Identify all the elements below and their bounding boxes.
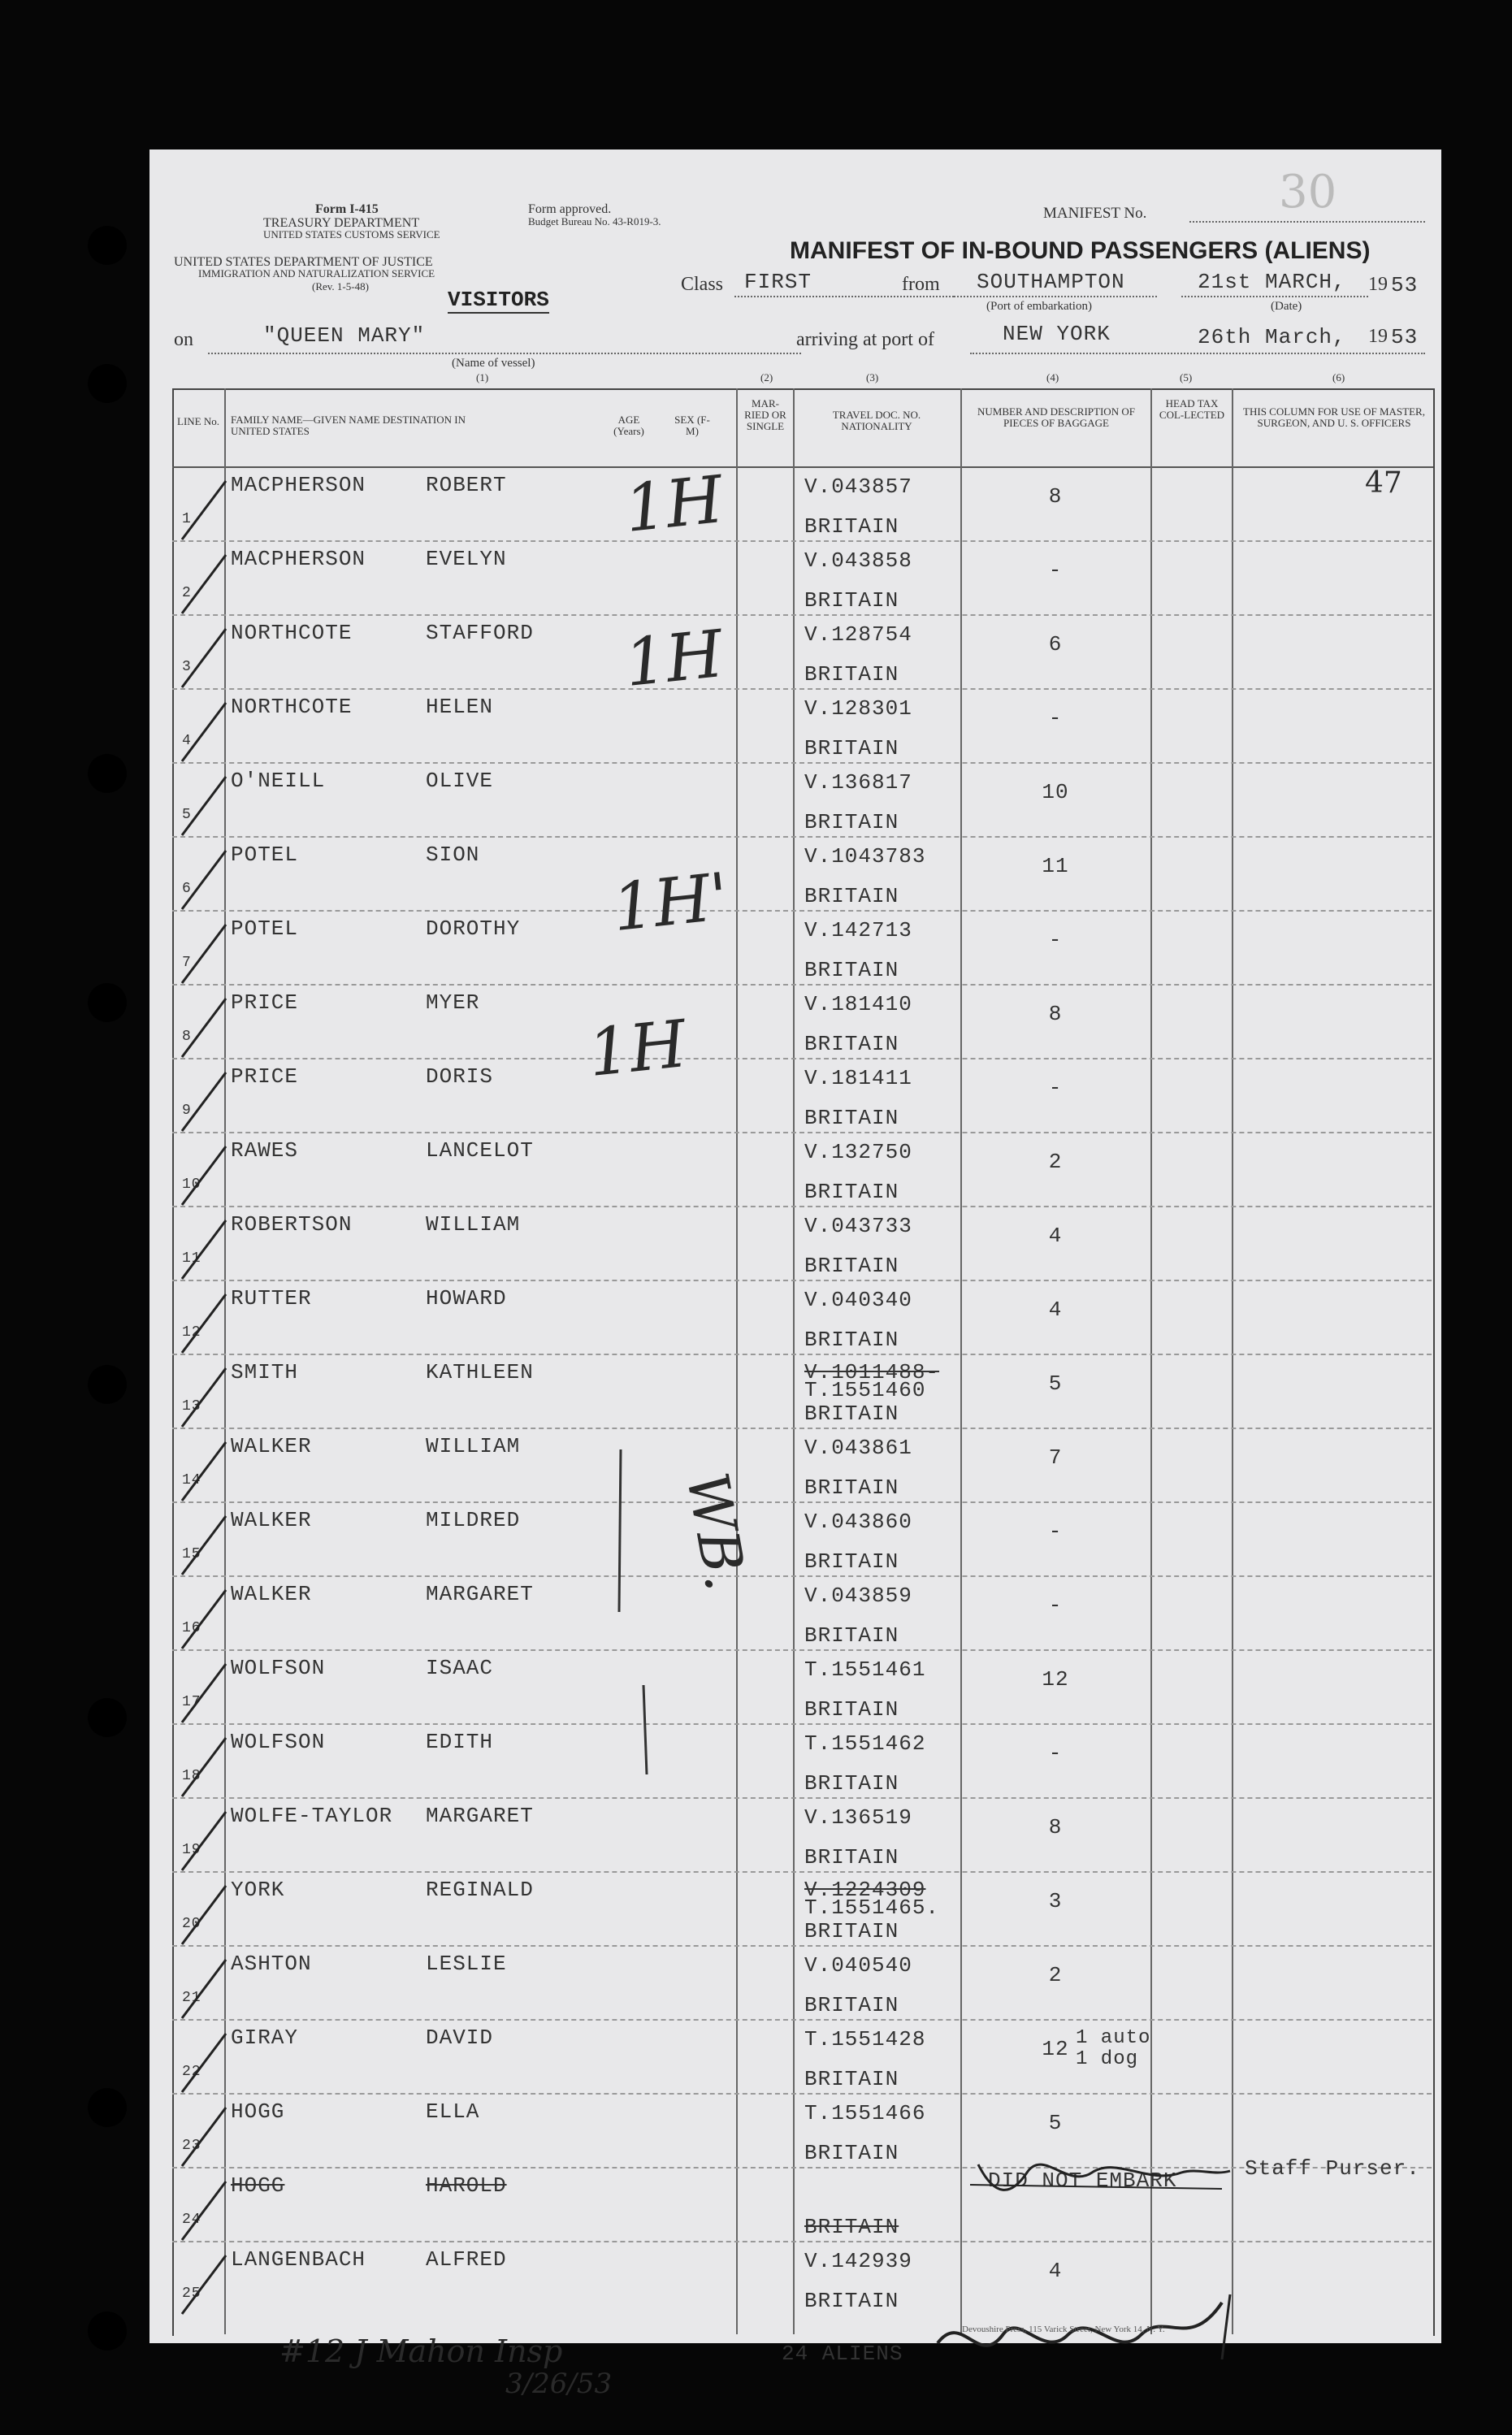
from-line xyxy=(954,296,1157,297)
check-tick xyxy=(177,1066,234,1139)
given-name: DAVID xyxy=(426,2026,494,2050)
family-name: MACPHERSON xyxy=(231,547,366,571)
family-name: LANGENBACH xyxy=(231,2247,366,2272)
family-name: ASHTON xyxy=(231,1952,312,1976)
family-name: WOLFE-TAYLOR xyxy=(231,1804,393,1828)
row-divider xyxy=(172,1575,1432,1577)
col-divider xyxy=(960,388,962,2334)
line-number: 2 xyxy=(182,585,192,601)
check-tick xyxy=(177,1805,234,1878)
row-divider xyxy=(172,1058,1432,1059)
row-divider xyxy=(172,1723,1432,1725)
family-name: RAWES xyxy=(231,1138,299,1163)
inspector-date: 3/26/53 xyxy=(505,2368,613,2400)
row-divider xyxy=(172,1945,1432,1947)
family-name: WOLFSON xyxy=(231,1730,326,1754)
check-tick xyxy=(177,2101,234,2174)
family-name: PRICE xyxy=(231,1064,299,1089)
line-number: 11 xyxy=(182,1250,201,1267)
nationality: BRITAIN xyxy=(804,1549,899,1574)
row-divider xyxy=(172,614,1432,616)
travel-doc: V.043860 xyxy=(804,1510,912,1534)
given-name: MARGARET xyxy=(426,1804,534,1828)
check-tick xyxy=(177,1140,234,1213)
from-label: from xyxy=(902,274,940,295)
header-officers: THIS COLUMN FOR USE OF MASTER, SURGEON, AND U. S. OFFICERS xyxy=(1243,405,1425,429)
travel-doc: V.043857 xyxy=(804,474,912,499)
col-divider xyxy=(1232,388,1233,2334)
baggage-count: 7 xyxy=(1048,1445,1063,1470)
check-tick xyxy=(177,770,234,843)
family-name: NORTHCOTE xyxy=(231,695,353,719)
arrival-year: 53 xyxy=(1391,325,1419,349)
arrival-date: 26th March, xyxy=(1198,325,1346,349)
walker-mark: WB. xyxy=(673,1467,760,1596)
line-number: 10 xyxy=(182,1176,201,1193)
baggage-count: 8 xyxy=(1048,484,1063,509)
line-number: 8 xyxy=(182,1029,192,1045)
customs-service: UNITED STATES CUSTOMS SERVICE xyxy=(263,228,440,240)
manifest-page xyxy=(149,149,1441,2400)
staff-purser: Staff Purser. xyxy=(1245,2156,1420,2181)
given-name: HELEN xyxy=(426,695,494,719)
check-tick xyxy=(177,1953,234,2026)
family-name: SMITH xyxy=(231,1360,299,1384)
header-rule xyxy=(172,466,1433,468)
row-divider xyxy=(172,1132,1432,1133)
line-number: 3 xyxy=(182,659,192,675)
bracket-mark xyxy=(637,1685,653,1774)
travel-doc: T.1551462 xyxy=(804,1731,926,1756)
table-frame xyxy=(172,388,1435,2336)
travel-doc: V.040540 xyxy=(804,1953,912,1978)
check-tick xyxy=(177,992,234,1065)
line-number: 13 xyxy=(182,1398,201,1415)
line-number: 17 xyxy=(182,1694,201,1710)
punch-hole xyxy=(88,2312,127,2351)
treasury-dept: TREASURY DEPARTMENT xyxy=(263,216,420,230)
nationality: BRITAIN xyxy=(804,1328,899,1352)
given-name: MILDRED xyxy=(426,1508,521,1532)
officer-note: 47 xyxy=(1365,466,1402,500)
travel-doc: V.043858 xyxy=(804,548,912,573)
nationality: BRITAIN xyxy=(804,1402,899,1426)
check-tick xyxy=(177,1288,234,1361)
nationality: BRITAIN xyxy=(804,1771,899,1796)
row-divider xyxy=(172,2093,1432,2095)
line-number: 25 xyxy=(182,2286,201,2302)
line-number: 18 xyxy=(182,1768,201,1784)
travel-doc: V.136817 xyxy=(804,770,912,795)
check-tick xyxy=(177,2027,234,2100)
family-name: YORK xyxy=(231,1878,285,1902)
baggage-count: 2 xyxy=(1048,1963,1063,1987)
check-tick xyxy=(177,696,234,769)
baggage-count: - xyxy=(1048,1519,1063,1544)
manifest-no-label: MANIFEST No. xyxy=(1043,205,1147,222)
nationality: BRITAIN xyxy=(804,2141,899,2165)
header-headtax: HEAD TAX COL-LECTED xyxy=(1159,397,1225,421)
check-tick xyxy=(177,1731,234,1805)
given-name: ISAAC xyxy=(426,1656,494,1680)
baggage-count: 2 xyxy=(1048,1150,1063,1174)
check-tick xyxy=(177,1510,234,1583)
budget-bureau: Budget Bureau No. 43-R019-3. xyxy=(528,215,661,227)
line-number: 16 xyxy=(182,1620,201,1636)
baggage-count: 12 xyxy=(1042,1667,1069,1692)
given-name: HAROLD xyxy=(426,2173,507,2198)
check-tick xyxy=(177,1214,234,1287)
port-embark-sub: (Port of embarkation) xyxy=(986,300,1092,313)
header-line-no: LINE No. xyxy=(177,415,219,427)
date-sub: (Date) xyxy=(1271,300,1302,313)
given-name: MYER xyxy=(426,990,480,1015)
line-number: 1 xyxy=(182,511,192,527)
punch-hole xyxy=(88,754,127,793)
form-approved: Form approved. xyxy=(528,202,612,216)
family-name: WALKER xyxy=(231,1508,312,1532)
given-name: ROBERT xyxy=(426,473,507,497)
col-divider xyxy=(736,388,738,2334)
row-divider xyxy=(172,2167,1432,2169)
family-name: RUTTER xyxy=(231,1286,312,1311)
travel-doc: V.043859 xyxy=(804,1584,912,1608)
colnum-2: (2) xyxy=(760,371,773,383)
form-number: Form I-415 xyxy=(315,202,379,216)
row-divider xyxy=(172,984,1432,986)
baggage-count: - xyxy=(1048,558,1063,583)
baggage-count: 3 xyxy=(1048,1889,1063,1913)
printer-credit: Devoushire Press, 115 Varick Street, New York 14, N. Y. xyxy=(962,2325,1165,2334)
family-name: POTEL xyxy=(231,843,299,867)
line-number: 21 xyxy=(182,1990,201,2006)
year-prefix-2: 19 xyxy=(1368,326,1388,347)
header-married: MAR-RIED OR SINGLE xyxy=(744,397,786,432)
year-prefix-1: 19 xyxy=(1368,274,1388,295)
on-label: on xyxy=(174,329,193,350)
check-tick xyxy=(177,918,234,991)
nationality: BRITAIN xyxy=(804,2215,899,2239)
arriving-label: arriving at port of xyxy=(796,329,934,350)
check-tick xyxy=(177,1657,234,1731)
form-revision: (Rev. 1-5-48) xyxy=(312,280,369,292)
baggage-count: 11 xyxy=(1042,854,1069,878)
header-sex: SEX (F-M) xyxy=(674,414,710,437)
nationality: BRITAIN xyxy=(804,1697,899,1722)
row-divider xyxy=(172,540,1432,542)
manifest-no-line xyxy=(1189,221,1425,223)
colnum-1: (1) xyxy=(476,371,489,383)
nationality: BRITAIN xyxy=(804,1475,899,1500)
from-value: SOUTHAMPTON xyxy=(977,270,1125,294)
nationality: BRITAIN xyxy=(804,588,899,613)
family-name: PRICE xyxy=(231,990,299,1015)
row-divider xyxy=(172,1649,1432,1651)
check-tick xyxy=(177,844,234,917)
check-tick xyxy=(177,2249,234,2322)
row-divider xyxy=(172,688,1432,690)
nationality: BRITAIN xyxy=(804,736,899,760)
baggage-note: 1 auto xyxy=(1076,2027,1151,2049)
nationality: BRITAIN xyxy=(804,1180,899,1204)
row-divider xyxy=(172,1797,1432,1799)
family-name: NORTHCOTE xyxy=(231,621,353,645)
baggage-note: 1 dog xyxy=(1076,2048,1139,2070)
family-name: WOLFSON xyxy=(231,1656,326,1680)
check-tick xyxy=(177,1362,234,1435)
given-name: MARGARET xyxy=(426,1582,534,1606)
aliens-total: 24 ALIENS xyxy=(782,2342,903,2366)
header-age: AGE (Years) xyxy=(613,414,644,437)
row-divider xyxy=(172,762,1432,764)
given-name: REGINALD xyxy=(426,1878,534,1902)
line-number: 7 xyxy=(182,955,192,971)
row-divider xyxy=(172,1501,1432,1503)
baggage-count: 5 xyxy=(1048,2111,1063,2135)
travel-doc: V.136519 xyxy=(804,1805,912,1830)
colnum-6: (6) xyxy=(1332,371,1345,383)
visitors-label: VISITORS xyxy=(448,288,549,312)
travel-doc: V.132750 xyxy=(804,1140,912,1164)
baggage-count: 12 xyxy=(1042,2037,1069,2061)
nationality: BRITAIN xyxy=(804,1254,899,1278)
class-line xyxy=(734,296,954,297)
given-name: STAFFORD xyxy=(426,621,534,645)
vessel-sub: (Name of vessel) xyxy=(452,357,535,370)
given-name: KATHLEEN xyxy=(426,1360,534,1384)
punch-hole xyxy=(88,2088,127,2127)
col-divider xyxy=(793,388,795,2334)
baggage-count: 4 xyxy=(1048,1298,1063,1322)
travel-doc: V.043861 xyxy=(804,1436,912,1460)
travel-doc: V.040340 xyxy=(804,1288,912,1312)
travel-doc: V.181411 xyxy=(804,1066,912,1090)
row-divider xyxy=(172,1206,1432,1207)
given-name: DORIS xyxy=(426,1064,494,1089)
travel-doc: T.1551460 xyxy=(804,1378,926,1402)
line-number: 24 xyxy=(182,2212,201,2228)
row-divider xyxy=(172,2019,1432,2021)
colnum-4: (4) xyxy=(1046,371,1059,383)
family-name: ROBERTSON xyxy=(231,1212,353,1237)
family-name: O'NEILL xyxy=(231,769,326,793)
nationality: BRITAIN xyxy=(804,1623,899,1648)
baggage-count: - xyxy=(1048,1076,1063,1100)
baggage-count: - xyxy=(1048,1741,1063,1766)
age-mark: 1H' xyxy=(609,858,733,947)
nationality: BRITAIN xyxy=(804,1993,899,2017)
travel-doc: T.1551428 xyxy=(804,2027,926,2052)
row-divider xyxy=(172,1354,1432,1355)
line-number: 14 xyxy=(182,1472,201,1488)
nationality: BRITAIN xyxy=(804,662,899,687)
arrival-port: NEW YORK xyxy=(1003,322,1111,346)
line-number: 6 xyxy=(182,881,192,897)
punch-hole xyxy=(88,226,127,265)
bracket-mark xyxy=(613,1449,629,1612)
family-name: MACPHERSON xyxy=(231,473,366,497)
vessel-line xyxy=(208,353,801,354)
nationality: BRITAIN xyxy=(804,1919,899,1943)
baggage-count: 4 xyxy=(1048,2259,1063,2283)
travel-doc: V.181410 xyxy=(804,992,912,1016)
baggage-count: 6 xyxy=(1048,632,1063,656)
line-number: 12 xyxy=(182,1324,201,1341)
embark-note: DID NOT EMBARK xyxy=(988,2169,1177,2193)
baggage-count: 8 xyxy=(1048,1002,1063,1026)
nationality: BRITAIN xyxy=(804,1845,899,1870)
line-number: 22 xyxy=(182,2064,201,2080)
row-divider xyxy=(172,910,1432,912)
ins-service: IMMIGRATION AND NATURALIZATION SERVICE xyxy=(198,267,435,279)
given-name: WILLIAM xyxy=(426,1434,521,1458)
family-name: POTEL xyxy=(231,916,299,941)
row-divider xyxy=(172,1428,1432,1429)
given-name: DOROTHY xyxy=(426,916,521,941)
departure-date: 21st MARCH, xyxy=(1198,270,1346,294)
punch-hole xyxy=(88,983,127,1022)
class-label: Class xyxy=(681,274,724,295)
given-name: SION xyxy=(426,843,480,867)
header-travel: TRAVEL DOC. NO. NATIONALITY xyxy=(832,409,921,432)
manifest-no-value: 30 xyxy=(1279,166,1337,219)
age-mark: 1H xyxy=(621,461,727,548)
given-name: LANCELOT xyxy=(426,1138,534,1163)
family-name: HOGG xyxy=(231,2099,285,2124)
travel-doc: V.142939 xyxy=(804,2249,912,2273)
baggage-count: 5 xyxy=(1048,1371,1063,1396)
baggage-count: - xyxy=(1048,928,1063,952)
baggage-count: - xyxy=(1048,706,1063,730)
travel-doc: T.1551461 xyxy=(804,1657,926,1682)
travel-doc: T.1551465. xyxy=(804,1896,940,1920)
nationality: BRITAIN xyxy=(804,2067,899,2091)
nationality: BRITAIN xyxy=(804,514,899,539)
line-number: 5 xyxy=(182,807,192,823)
check-tick xyxy=(177,622,234,695)
punch-hole xyxy=(88,1698,127,1737)
given-name: ALFRED xyxy=(426,2247,507,2272)
check-tick xyxy=(177,2175,234,2248)
colnum-5: (5) xyxy=(1180,371,1193,383)
nationality: BRITAIN xyxy=(804,1032,899,1056)
family-name: HOGG xyxy=(231,2173,285,2198)
nationality: BRITAIN xyxy=(804,884,899,908)
given-name: ELLA xyxy=(426,2099,480,2124)
baggage-count: - xyxy=(1048,1593,1063,1618)
given-name: OLIVE xyxy=(426,769,494,793)
given-name: WILLIAM xyxy=(426,1212,521,1237)
travel-doc: T.1551466 xyxy=(804,2101,926,2125)
colnum-3: (3) xyxy=(866,371,879,383)
age-mark: 1H xyxy=(584,1005,691,1092)
class-value: FIRST xyxy=(744,270,812,294)
line-number: 23 xyxy=(182,2138,201,2154)
travel-doc: V.128301 xyxy=(804,696,912,721)
row-divider xyxy=(172,836,1432,838)
given-name: EVELYN xyxy=(426,547,507,571)
check-tick xyxy=(177,1436,234,1509)
departure-year: 53 xyxy=(1391,273,1419,297)
line-number: 15 xyxy=(182,1546,201,1562)
check-tick xyxy=(177,1584,234,1657)
punch-hole xyxy=(88,364,127,403)
date-line xyxy=(1181,296,1368,297)
baggage-count: 10 xyxy=(1042,780,1069,804)
row-divider xyxy=(172,1871,1432,1873)
punch-hole xyxy=(88,1365,127,1404)
travel-doc-struck: V.1224309 xyxy=(804,1878,926,1902)
nationality: BRITAIN xyxy=(804,958,899,982)
baggage-count: 8 xyxy=(1048,1815,1063,1839)
baggage-count: 4 xyxy=(1048,1224,1063,1248)
family-name: GIRAY xyxy=(231,2026,299,2050)
travel-doc: V.1043783 xyxy=(804,844,926,869)
vessel-name: "QUEEN MARY" xyxy=(263,323,426,348)
given-name: LESLIE xyxy=(426,1952,507,1976)
header-name: FAMILY NAME—GIVEN NAME DESTINATION IN UNITED STATES xyxy=(231,414,466,437)
inspector-note: #12 J Mahon Insp xyxy=(279,2333,563,2369)
nationality: BRITAIN xyxy=(804,1106,899,1130)
manifest-title: MANIFEST OF IN-BOUND PASSENGERS (ALIENS) xyxy=(790,237,1371,264)
header-baggage: NUMBER AND DESCRIPTION OF PIECES OF BAGGAGE xyxy=(977,405,1135,429)
given-name: EDITH xyxy=(426,1730,494,1754)
nationality: BRITAIN xyxy=(804,2289,899,2313)
travel-doc: V.128754 xyxy=(804,622,912,647)
nationality: BRITAIN xyxy=(804,810,899,834)
line-number: 9 xyxy=(182,1103,192,1119)
check-tick xyxy=(177,474,234,548)
row-divider xyxy=(172,1280,1432,1281)
given-name: HOWARD xyxy=(426,1286,507,1311)
row-divider xyxy=(172,2241,1432,2242)
line-number: 4 xyxy=(182,733,192,749)
travel-doc-struck: V.1011488- xyxy=(804,1360,940,1384)
age-mark: 1H xyxy=(621,615,727,702)
line-number: 19 xyxy=(182,1842,201,1858)
justice-dept: UNITED STATES DEPARTMENT OF JUSTICE xyxy=(174,255,433,269)
family-name: WALKER xyxy=(231,1582,312,1606)
line-number: 20 xyxy=(182,1916,201,1932)
family-name: WALKER xyxy=(231,1434,312,1458)
travel-doc: V.043733 xyxy=(804,1214,912,1238)
arrival-line xyxy=(970,353,1425,354)
travel-doc: V.142713 xyxy=(804,918,912,942)
check-tick xyxy=(177,1879,234,1952)
check-tick xyxy=(177,548,234,622)
purser-signature xyxy=(962,2140,1238,2205)
